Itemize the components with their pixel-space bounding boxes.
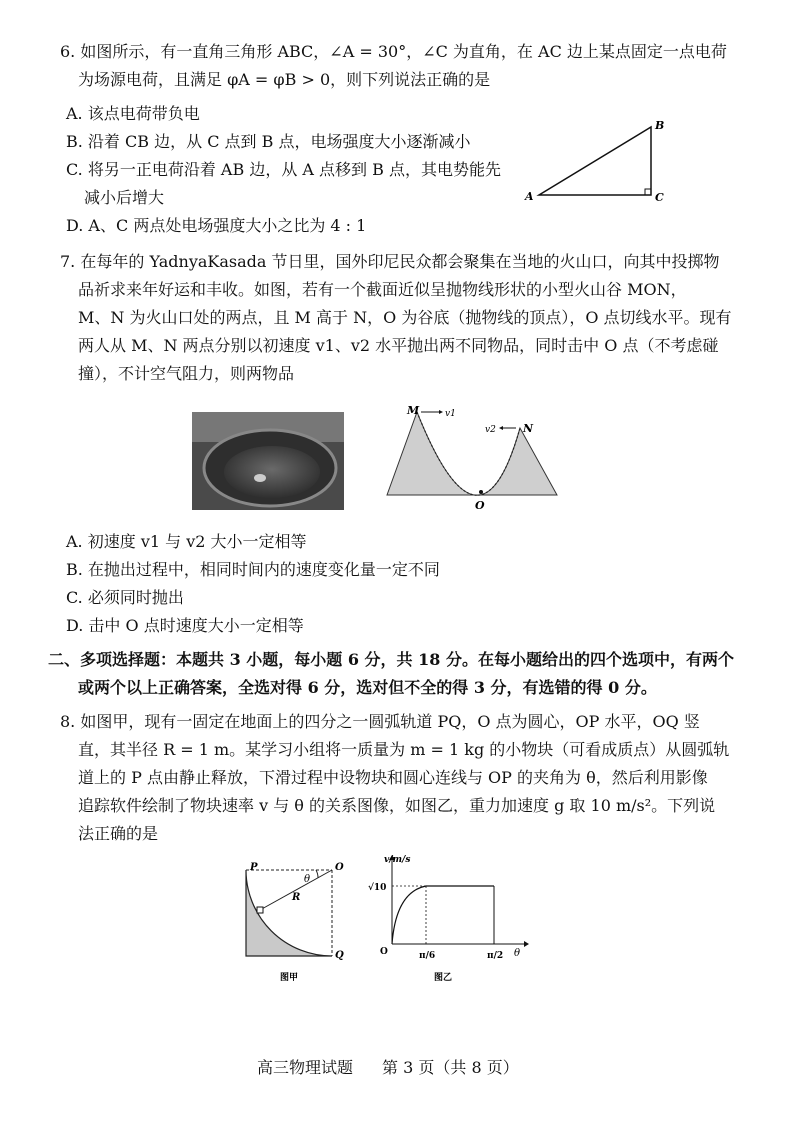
q8-figure-yi [364, 852, 534, 983]
label-r: R [292, 892, 301, 903]
q6-option-b: B. 沿着 CB 边，从 C 点到 B 点，电场强度大小逐渐减小 [66, 132, 471, 151]
triangle-abc [539, 127, 651, 195]
q6-line-1: 6. 如图所示，有一直角三角形 ABC，∠A = 30°，∠C 为直角，在 AC 边上某点固定一点电荷 [60, 42, 727, 61]
theta-axis-label: θ [514, 948, 521, 959]
label-o: O [475, 499, 485, 512]
q7-line-5: 撞），不计空气阻力，则两物品 [78, 364, 295, 383]
radius-line [260, 870, 332, 910]
label-v2: v2 [485, 425, 496, 435]
block [257, 907, 263, 913]
caption-yi: 图乙 [434, 973, 453, 983]
label-v1: v1 [445, 409, 456, 419]
label-o: O [335, 862, 344, 873]
q7-option-a: A. 初速度 v1 与 v2 大小一定相等 [66, 532, 307, 551]
pi6-label: π/6 [419, 951, 436, 961]
q6-option-c-line-1: C. 将另一正电荷沿着 AB 边，从 A 点移到 B 点，其电势能先 [66, 160, 501, 179]
crater-photo [192, 412, 344, 510]
q6-option-d: D. A、C 两点处电场强度大小之比为 4 : 1 [66, 216, 367, 235]
footer-page-number: 第 3 页（共 8 页） [382, 1058, 519, 1077]
q7-line-2: 品祈求来年好运和丰收。如图，若有一个截面近似呈抛物线形状的小型火山谷 MON， [78, 280, 687, 299]
q8-line-4: 追踪软件绘制了物块速率 v 与 θ 的关系图像，如图乙，重力加速度 g 取 10 m/s²。下列说 [78, 796, 716, 815]
sqrt10-label: √10 [368, 883, 387, 893]
q8-line-2: 直，其半径 R = 1 m。某学习小组将一质量为 m = 1 kg 的小物块（可看成质点）从圆弧轨 [78, 740, 730, 759]
label-n: N [523, 422, 534, 435]
q7-option-c: C. 必须同时抛出 [66, 588, 184, 607]
q8-line-1: 8. 如图甲，现有一固定在地面上的四分之一圆弧轨道 PQ，O 点为圆心，OP 水平，OQ 竖 [60, 712, 700, 731]
caption-jia: 图甲 [280, 973, 299, 983]
q8-line-3: 道上的 P 点由静止释放，下滑过程中设物块和圆心连线与 OP 的夹角为 θ，然后利用影像 [78, 768, 708, 787]
q7-line-1: 7. 在每年的 YadnyaKasada 节日里，国外印尼民众都会聚集在当地的火山口，向其中投掷物 [60, 252, 720, 271]
label-p: P [250, 862, 258, 873]
footer-title: 高三物理试题 [257, 1058, 354, 1077]
q6-triangle-figure [515, 115, 675, 210]
v-axis-label: v/m/s [384, 855, 411, 865]
q8-figure-jia [236, 858, 346, 983]
label-q: Q [335, 950, 344, 961]
section-2-heading-2: 或两个以上正确答案，全选对得 6 分，选对但不全的得 3 分，有选错的得 0 分。 [78, 678, 657, 697]
q7-option-b: B. 在抛出过程中，相同时间内的速度变化量一定不同 [66, 560, 440, 579]
right-angle-mark [645, 189, 651, 195]
v-theta-curve [392, 886, 494, 944]
section-2-heading-1: 二、多项选择题：本题共 3 小题，每小题 6 分，共 18 分。在每小题给出的四个选项中，有两个 [48, 650, 734, 669]
label-a: A [525, 190, 534, 203]
q7-line-3: M、N 为火山口处的两点，且 M 高于 N，O 为谷底（抛物线的顶点），O 点切线水平。现有 [78, 308, 732, 327]
q7-valley-figure [375, 400, 565, 515]
q6-line-2: 为场源电荷，且满足 φA = φB > 0，则下列说法正确的是 [78, 70, 491, 89]
q6-option-a: A. 该点电荷带负电 [66, 104, 200, 123]
pi2-label: π/2 [487, 951, 504, 961]
label-m: M [407, 404, 420, 417]
q8-line-5: 法正确的是 [78, 824, 159, 843]
origin-label: O [380, 947, 388, 957]
q7-option-d: D. 击中 O 点时速度大小一定相等 [66, 616, 304, 635]
q6-option-c-line-2: 减小后增大 [84, 188, 165, 207]
label-b: B [655, 119, 665, 132]
label-theta: θ [304, 874, 311, 885]
q7-line-4: 两人从 M、N 两点分别以初速度 v1、v2 水平抛出两不同物品，同时击中 O 点（不考虑碰 [78, 336, 719, 355]
label-c: C [655, 191, 664, 204]
